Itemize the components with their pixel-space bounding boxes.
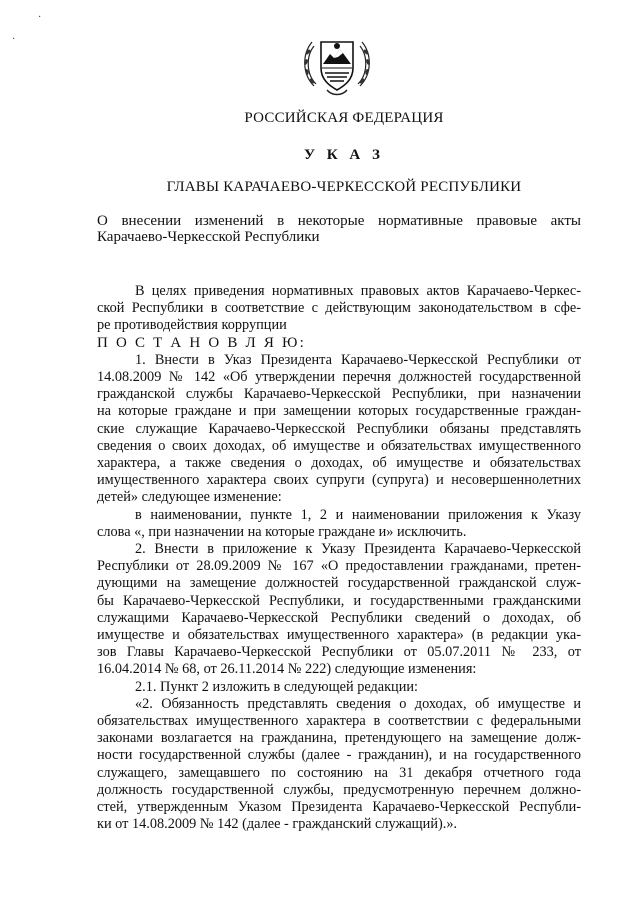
body-line: бы Карачаево-Черкесской Республики, и государственными гражданскими <box>97 592 581 609</box>
scan-mark: · <box>12 34 16 45</box>
body-line: имущественного характера своих супруги (супруга) и несовершеннолетних <box>97 472 581 489</box>
body-line: служащими Карачаево-Черкесской Республики сведений о доходах, об <box>97 609 581 626</box>
subject-line: Карачаево-Черкесской Республики <box>97 229 320 245</box>
scan-mark: · <box>38 12 42 23</box>
body-line: «2. Обязанность представлять сведения о доходах, об имуществе и <box>135 695 581 712</box>
body-line: дующими на замещение должностей государственной гражданской служ- <box>97 575 581 592</box>
body-line: детей» следующее изменение: <box>97 489 282 506</box>
body-line: ности государственной службы (далее - гражданин), и на государственного <box>97 747 581 764</box>
issuer-heading: ГЛАВЫ КАРАЧАЕВО-ЧЕРКЕССКОЙ РЕСПУБЛИКИ <box>166 179 522 195</box>
document-type-heading: У К А З <box>304 147 384 163</box>
body-line: В целях приведения нормативных правовых актов Карачаево-Черкес- <box>135 283 581 299</box>
body-line: ки от 14.08.2009 № 142 (далее - гражданский служащий).». <box>97 816 458 833</box>
subject-line: О внесении изменений в некоторые нормативные правовые акты <box>97 213 581 229</box>
body-line: в наименовании, пункте 1, 2 и наименовании приложения к Указу <box>135 506 581 523</box>
body-line: характера, а также сведения о доходах, об имуществе и обязательствах <box>97 455 581 472</box>
body-line: Республики от 28.09.2009 № 167 «О предоставлении гражданами, претен- <box>97 558 581 575</box>
body-line: зов Главы Карачаево-Черкесской Республики от 05.07.2011 № 233, от <box>97 644 581 661</box>
body-line: имуществе и обязательствах имущественного характера» (в редакции ука- <box>97 627 581 644</box>
body-line: сведения о своих доходах, об имуществе и обязательствах имущественного <box>97 437 581 454</box>
body-line: служащего, замещавшего по состоянию на 31 декабря отчетного года <box>97 764 581 781</box>
decree-subject <box>97 213 581 245</box>
body-line: 2.1. Пункт 2 изложить в следующей редакции: <box>135 678 418 695</box>
decree-body <box>97 283 581 834</box>
body-line: 1. Внести в Указ Президента Карачаево-Черкесской Республики от <box>135 351 581 368</box>
country-heading: РОССИЙСКАЯ ФЕДЕРАЦИЯ <box>244 110 444 126</box>
body-line: слова «, при назначении на которые граждане и» исключить. <box>97 523 467 540</box>
body-line: законами возлагается на гражданина, претендующего на замещение долж- <box>97 730 581 747</box>
body-line: 2. Внести в приложение к Указу Президента Карачаево-Черкесской <box>135 541 581 558</box>
body-line: 16.04.2014 № 68, от 26.11.2014 № 222) следующие изменения: <box>97 661 477 678</box>
body-line: ре противодействия коррупции <box>97 317 287 334</box>
body-line: ские служащие Карачаево-Черкесской Республики обязаны представлять <box>97 420 581 437</box>
body-line: 14.08.2009 № 142 «Об утверждении перечня должностей государственной <box>97 369 581 386</box>
body-line: на которые граждане и при замещении которых государственные граждан- <box>97 403 581 420</box>
body-line: гражданской службы Карачаево-Черкесской Республики, при назначении <box>97 386 581 403</box>
body-line: должность государственной службы, предусмотренную перечнем должно- <box>97 781 581 798</box>
coat-of-arms-emblem <box>294 24 380 110</box>
decree-resolve-line: П О С Т А Н О В Л Я Ю: <box>97 334 306 351</box>
body-line: обязательствах имущественного характера в соответствии с федеральными <box>97 713 581 730</box>
body-line: ской Республики в соответствие с действующим законодательством в сфе- <box>97 300 581 317</box>
body-line: стей, утвержденным Указом Президента Карачаево-Черкесской Республи- <box>97 799 581 816</box>
